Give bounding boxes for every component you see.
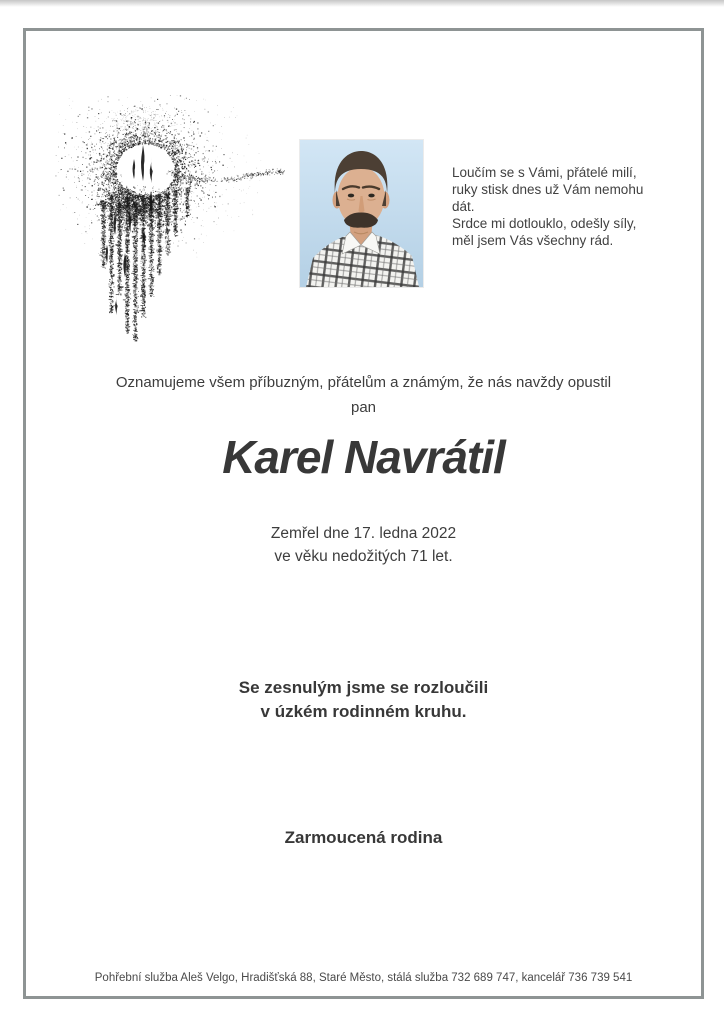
announcement xyxy=(23,370,704,420)
death-age: ve věku nedožitých 71 let. xyxy=(274,548,453,565)
poem-line: Srdce mi dotlouklo, odešly síly, xyxy=(452,216,637,231)
announcement-line: Oznamujeme všem příbuzným, přátelům a známým, že nás navždy opustil xyxy=(115,374,612,391)
signature: Zarmoucená rodina xyxy=(284,828,443,847)
death-date: Zemřel dne 17. ledna 2022 xyxy=(270,525,457,542)
farewell-line: Se zesnulým jsme se rozloučili xyxy=(238,678,489,697)
announcement-title: pan xyxy=(350,399,377,416)
poem-line: Loučím se s Vámi, přátelé milí, xyxy=(452,165,637,180)
portrait-photo xyxy=(300,140,423,287)
funeral-service-footer: Pohřební služba Aleš Velgo, Hradišťská 88, Staré Město, stálá služba 732 689 747, kancelář 736 739 541 xyxy=(94,972,633,984)
scan-edge-shadow xyxy=(0,0,724,7)
death-info xyxy=(23,522,704,568)
farewell-line: v úzkém rodinném kruhu. xyxy=(260,702,467,721)
poem xyxy=(452,164,662,249)
poem-line: měl jsem Vás všechny rád. xyxy=(452,233,614,248)
deceased-name: Karel Navrátil xyxy=(222,431,505,483)
farewell-statement xyxy=(23,676,704,724)
poem-line: ruky stisk dnes už Vám nemohu dát. xyxy=(452,182,644,214)
portrait-photo-image xyxy=(300,140,423,287)
memorial-artwork-icon xyxy=(55,95,285,345)
